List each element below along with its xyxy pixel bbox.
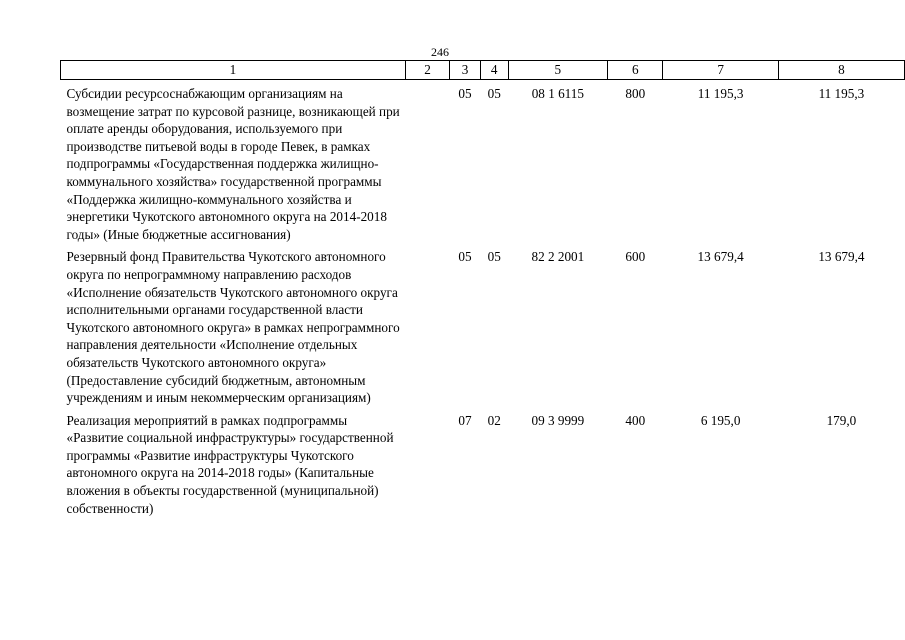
row-target-item: 82 2 2001	[531, 249, 585, 265]
row-section: 05	[458, 86, 472, 101]
row-subsection: 02	[487, 412, 501, 428]
row-expense-type: 600	[625, 249, 646, 265]
row-expense-type: 400	[625, 412, 646, 428]
row-name: Резервный фонд Правительства Чукотского автономного округа по непрограммному направлению расходов «Исполнение обязательств Чукотского автономного округа исполнительными органами государственной власти Чукотского автономного округа» в рамках непрограммного направления деятельности «Исполнение отдельных обязательств Чукотского автономного округа» (Предоставление субсидий бюджетным, автономным учреждениям и иным некоммерческим организациям)	[66, 249, 400, 406]
row-expense-type: 800	[625, 86, 646, 101]
column-header-2: 2	[405, 61, 449, 80]
row-section: 05	[458, 249, 472, 265]
row-subsection: 05	[487, 86, 501, 101]
header-row	[61, 61, 905, 80]
row-amount-7: 6 195,0	[700, 412, 741, 428]
table-row	[61, 243, 905, 406]
row-subsection: 05	[487, 249, 501, 265]
row-col2	[405, 80, 449, 244]
row-amount-8: 179,0	[826, 412, 857, 428]
page-number: 246	[431, 45, 449, 59]
row-amount-7: 13 679,4	[697, 249, 744, 265]
table-row	[61, 80, 905, 244]
row-target-item: 08 1 6115	[531, 86, 584, 101]
row-section: 07	[458, 412, 472, 428]
budget-table	[60, 60, 905, 517]
row-col2	[405, 407, 449, 518]
row-name: Реализация мероприятий в рамках подпрограммы «Развитие социальной инфраструктуры» государственной программы «Развитие инфраструктуры Чукотского автономного округа на 2014-2018 годы» (Капитальные вложения в объекты государственной (муниципальной) собственности)	[66, 412, 394, 516]
row-col2	[405, 243, 449, 406]
column-header-3: 3	[450, 61, 481, 80]
row-amount-7: 11 195,3	[697, 86, 744, 101]
column-header-4: 4	[480, 61, 508, 80]
column-header-8: 8	[778, 61, 904, 80]
row-target-item: 09 3 9999	[531, 412, 585, 428]
column-header-6: 6	[608, 61, 663, 80]
row-amount-8: 11 195,3	[818, 86, 865, 101]
column-header-1: 1	[61, 61, 406, 80]
column-header-7: 7	[663, 61, 778, 80]
column-header-5: 5	[508, 61, 608, 80]
row-amount-8: 13 679,4	[818, 249, 865, 265]
table-row	[61, 407, 905, 518]
row-name: Субсидии ресурсоснабжающим организациям на возмещение затрат по курсовой разнице, возникающей при оплате аренды оборудования, используемого при производстве питьевой воды в городе Певек, в рамках подпрограммы «Государственная поддержка жилищно-коммунального хозяйства» государственной программы «Поддержка жилищно-коммунального хозяйства и энергетики Чукотского автономного округа на 2014-2018 годы» (Иные бюджетные ассигнования)	[66, 86, 400, 242]
